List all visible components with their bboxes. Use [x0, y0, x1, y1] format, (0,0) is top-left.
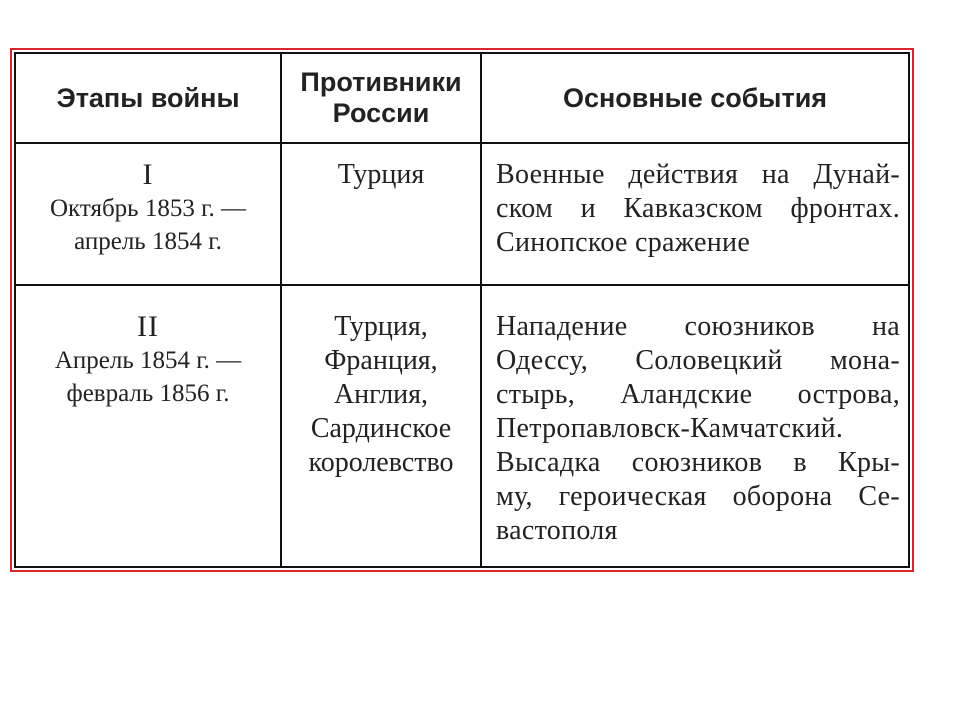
row2-event-line: Одессу, Соловецкий мона-: [496, 345, 900, 376]
row1-opponents: [282, 158, 480, 192]
row-divider-header: [16, 142, 908, 144]
header-events: [482, 54, 908, 142]
row1-stage-dates-start: Октябрь 1853 г. —: [49, 195, 247, 222]
header-stage: [16, 54, 280, 142]
row2-event-line: Нападение союзников на: [496, 311, 900, 342]
row2-events: [496, 310, 900, 548]
header-events-label: Основные события: [562, 82, 828, 113]
row2-event-line: стырь, Аландские острова,: [496, 379, 900, 410]
row2-opponent: Турция,: [334, 311, 428, 342]
row2-opponents: [282, 310, 480, 480]
row1-opponent: Турция: [337, 159, 425, 190]
row1-stage-dates-end: апрель 1854 г.: [74, 228, 222, 255]
header-opponents-line2: России: [332, 98, 430, 128]
row2-event-line: му, героическая оборона Се-: [496, 481, 900, 512]
header-opponents: [282, 54, 480, 142]
row2-event-line: Высадка союзников в Кры-: [496, 447, 900, 478]
crimean-war-table: [14, 52, 910, 568]
row2-opponent: Франция,: [324, 345, 438, 376]
header-stage-label: Этапы войны: [56, 82, 240, 113]
row1-event-line: ском и Кавказском фронтах.: [496, 193, 900, 224]
row2-stage-dates-end: февраль 1856 г.: [66, 380, 230, 407]
row1-stage-number: I: [142, 158, 154, 191]
row2-event-line: Петропавловск-Камчатский.: [496, 413, 844, 444]
header-opponents-line1: Противники: [300, 67, 462, 97]
row2-event-line: вастополя: [496, 515, 618, 546]
row1-event-line: Синопское сражение: [496, 227, 751, 258]
row2-opponent: Сардинское: [310, 413, 452, 444]
row2-stage-number: II: [137, 310, 159, 343]
row1-stage: [16, 158, 280, 258]
row1-event-line: Военные действия на Дунай-: [496, 159, 900, 190]
row2-opponent: Англия,: [333, 379, 429, 410]
row2-stage-dates-start: Апрель 1854 г. —: [54, 347, 242, 374]
row1-events: [496, 158, 900, 260]
row-divider-1: [16, 284, 908, 286]
row2-stage: [16, 310, 280, 410]
row2-opponent: королевство: [308, 447, 454, 478]
